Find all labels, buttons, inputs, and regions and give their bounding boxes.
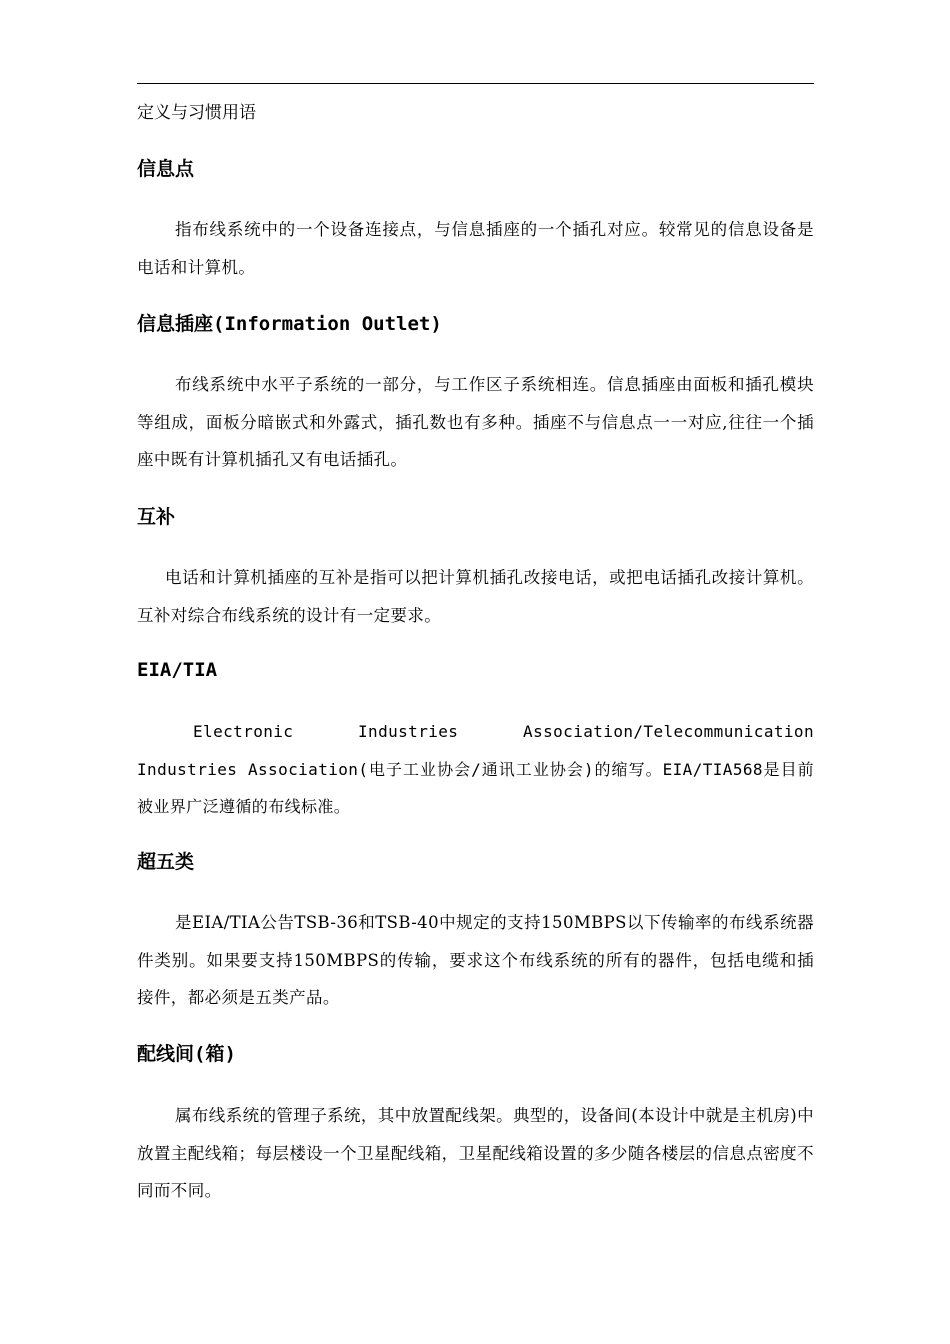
- header-rule: [137, 83, 814, 84]
- para-wiring-closet: 属布线系统的管理子系统，其中放置配线架。典型的，设备间(本设计中就是主机房)中放置主配线箱；每层楼设一个卫星配线箱，卫星配线箱设置的多少随各楼层的信息点密度不同而不同。: [137, 1106, 814, 1200]
- para-eia-tia: Electronic Industries Association/Telecommunication Industries Association(电子工业协会/通讯工业协会)的缩写。EIA/TIA568是目前被业界广泛遵循的布线标准。: [137, 722, 814, 816]
- heading-eia-tia: EIA/TIA: [137, 659, 218, 681]
- running-head: 定义与习惯用语: [137, 103, 256, 123]
- heading-wiring-closet: 配线间(箱): [137, 1043, 236, 1065]
- heading-info-point: 信息点: [137, 158, 195, 180]
- para-info-outlet: 布线系统中水平子系统的一部分，与工作区子系统相连。信息插座由面板和插孔模块等组成，面板分暗嵌式和外露式，插孔数也有多种。插座不与信息点一一对应,往往一个插座中既有计算机插孔又有电话插孔。: [137, 375, 814, 469]
- heading-info-outlet: 信息插座(Information Outlet): [137, 313, 442, 335]
- para-cat5e: 是EIA/TIA公告TSB-36和TSB-40中规定的支持150MBPS以下传输率的布线系统器件类别。如果要支持150MBPS的传输，要求这个布线系统的所有的器件，包括电缆和插接件，都必须是五类产品。: [137, 913, 814, 1007]
- heading-complement: 互补: [137, 506, 176, 528]
- para-complement: 电话和计算机插座的互补是指可以把计算机插孔改接电话，或把电话插孔改接计算机。互补对综合布线系统的设计有一定要求。: [137, 568, 814, 625]
- para-info-point: 指布线系统中的一个设备连接点，与信息插座的一个插孔对应。较常见的信息设备是电话和计算机。: [137, 220, 814, 277]
- heading-cat5e: 超五类: [137, 851, 195, 873]
